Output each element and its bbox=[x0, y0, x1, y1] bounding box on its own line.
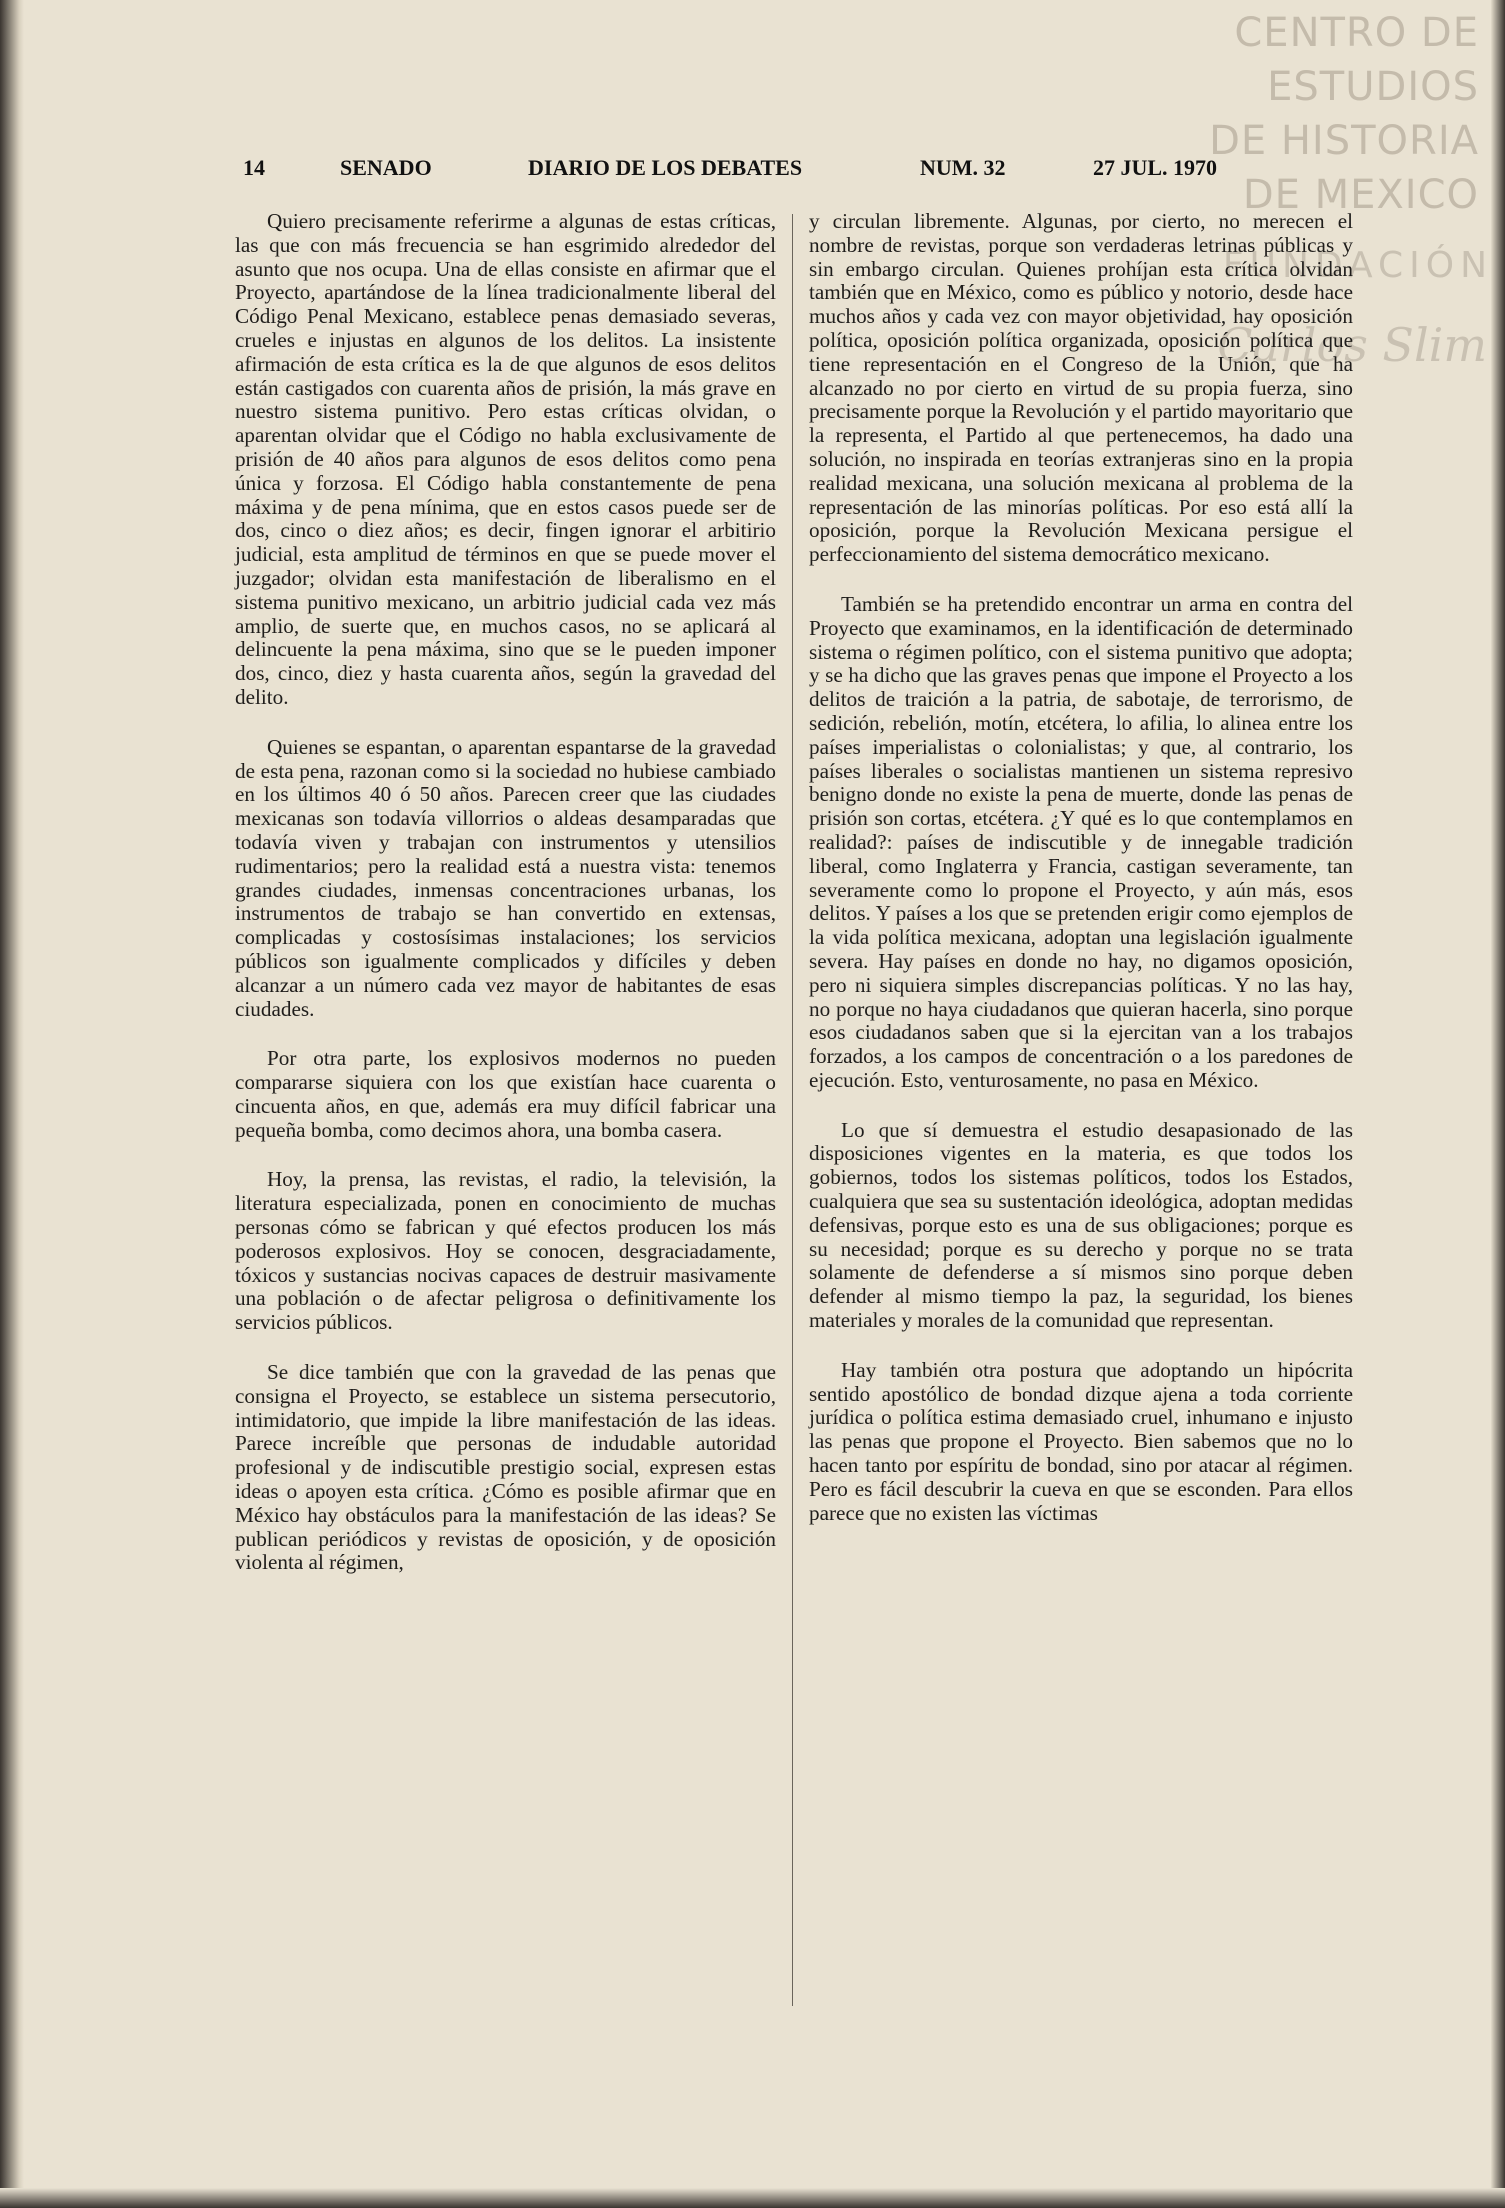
paragraph: Lo que sí demuestra el estudio desapasionado de las disposiciones vigentes en la materia, es que todos los gobiernos, todos los sistemas políticos, todos los Estados, cualquiera que sea su sustentación ideológica, adoptan medidas defensivas, porque esto es una de sus obligaciones; porque es su necesidad; porque es su derecho y porque no se trata solamente de defenderse a sí mismos sino porque deben defender al mismo tiempo la paz, la seguridad, los bienes materiales y morales de la comunidad que representan. bbox=[809, 1117, 1353, 1333]
left-column bbox=[235, 210, 776, 1601]
paragraph: Quienes se espantan, o aparentan espantarse de la gravedad de esta pena, razonan como si la sociedad no hubiese cambiado en los últimos 40 ó 50 años. Parecen creer que las ciudades mexicanas son todavía villorrios o aldeas desamparadas que todavía viven y trabajan con instrumentos y utensilios rudimentarios; pero la realidad está a nuestra vista: tenemos grandes ciudades, inmensas concentraciones urbanas, los instrumentos de trabajo se han convertido en extensas, complicadas y costosísimas instalaciones; los servicios públicos son igualmente complicados y difíciles y deben alcanzar a un número cada vez mayor de habitantes de esas ciudades. bbox=[235, 734, 776, 1021]
watermark-signature: Carlos Slim bbox=[1217, 318, 1487, 372]
watermark-line: ESTUDIOS bbox=[1267, 64, 1479, 110]
issue-number: NUM. 32 bbox=[920, 155, 1006, 180]
page-number: 14 bbox=[243, 155, 265, 180]
paragraph: Se dice también que con la gravedad de las penas que consigna el Proyecto, se establece un sistema persecutorio, intimidatorio, que impide la libre manifestación de las ideas. Parece increíble que personas de indudable autoridad profesional y de indiscutible prestigio social, expresen estas ideas o apoyen esta crítica. ¿Cómo es posible afirmar que en México hay obstáculos para la manifestación de las ideas? Se publican periódicos y revistas de oposición, y de oposición violenta al régimen, bbox=[235, 1360, 776, 1575]
journal-title: DIARIO DE LOS DEBATES bbox=[528, 155, 803, 180]
chamber-name: SENADO bbox=[340, 155, 432, 180]
right-column bbox=[809, 210, 1353, 1551]
paragraph: Quiero precisamente referirme a algunas de estas críticas, las que con más frecuencia se han esgrimido alrededor del asunto que nos ocupa. Una de ellas consiste en afirmar que el Proyecto, apartándose de la línea tradicionalmente liberal del Código Penal Mexicano, establece penas demasiado severas, crueles e injustas en algunos de los delitos. La insistente afirmación de esta crítica es la de que algunos de esos delitos están castigados con cuarenta años de prisión, la más grave en nuestro sistema punitivo. Pero estas críticas olvidan, o aparentan olvidar que el Código no habla exclusivamente de prisión de 40 años para algunos de esos delitos como pena única y forzosa. El Código habla constantemente de pena máxima y de pena mínima, que en estos casos puede ser de dos, cinco o diez años; es decir, fingen ignorar el arbitirio judicial, esta amplitud de términos en que se puede mover el juzgador; olvidan esta manifestación de liberalismo en el sistema punitivo mexicano, un arbitrio judicial cada vez más amplio, de suerte que, en muchos casos, no se aplicará al delincuente la pena máxima, sino que se le pueden imponer dos, cinco, diez y hasta cuarenta años, según la gravedad del delito. bbox=[235, 209, 776, 709]
page-left-edge bbox=[0, 0, 24, 2208]
watermark-line: DE MEXICO bbox=[1242, 172, 1479, 218]
issue-date: 27 JUL. 1970 bbox=[1093, 155, 1218, 180]
page-bottom-edge bbox=[0, 2188, 1505, 2208]
paragraph-continued: y circulan libremente. Algunas, por cierto, no merecen el nombre de revistas, porque son verdaderas letrinas públicas y sin embargo circulan. Quienes prohíjan esta crítica olvidan también que en México, como es público y notorio, desde hace muchos años y cada vez con mayor objetividad, hay oposición política, oposición política organizada, oposición política que tiene representación en el Congreso de la Unión, que ha alcanzado no por cierto en virtud de su propia fuerza, sino precisamente porque la Revolución y el partido mayoritario que la representa, el Partido al que pertenecemos, ha dado una solución, no inspirada en teorías extranjeras sino en la propia realidad mexicana, una solución mexicana al problema de la representación de las minorías políticas. Por eso está allí la oposición, porque la Revolución Mexicana persigue el perfeccionamiento del sistema democrático mexicano. bbox=[809, 209, 1353, 567]
page-header bbox=[240, 155, 1240, 189]
page-right-edge bbox=[1491, 0, 1505, 2208]
watermark-foundation: FUNDACIÓN bbox=[1222, 245, 1493, 286]
column-divider bbox=[792, 214, 793, 2006]
watermark-line: CENTRO DE bbox=[1234, 10, 1479, 56]
paragraph: Por otra parte, los explosivos modernos no pueden compararse siquiera con los que existían hace cuarenta o cincuenta años, en que, además era muy difícil fabricar una pequeña bomba, como decimos ahora, una bomba casera. bbox=[235, 1046, 776, 1142]
paragraph: Hay también otra postura que adoptando un hipócrita sentido apostólico de bondad dizque ajena a toda corriente jurídica o política estima demasiado cruel, inhumano e injusto las penas que propone el Proyecto. Bien sabemos que no lo hacen tanto por espíritu de bondad, sino por atacar al régimen. Pero es fácil descubrir la cueva en que se esconden. Para ellos parece que no existen las víctimas bbox=[809, 1357, 1353, 1525]
paragraph: Hoy, la prensa, las revistas, el radio, la televisión, la literatura especializada, ponen en conocimiento de muchas personas cómo se fabrican y qué efectos producen los más poderosos explosivos. Hoy se conocen, desgraciadamente, tóxicos y sustancias nocivas capaces de destruir masivamente una población o de afectar peligrosa o definitivamente los servicios públicos. bbox=[235, 1167, 776, 1335]
paragraph: También se ha pretendido encontrar un arma en contra del Proyecto que examinamos, en la identificación de determinado sistema o régimen político, con el sistema punitivo que adopta; y se ha dicho que las graves penas que impone el Proyecto a los delitos de traición a la patria, de sabotaje, de terrorismo, de sedición, rebelión, motín, etcétera, lo afilia, lo alinea entre los países imperialistas o colonialistas; y que, al contrario, los países liberales o socialistas mantienen un sistema represivo benigno donde no existe la pena de muerte, donde las penas de prisión son cortas, etcétera. ¿Y qué es lo que contemplamos en realidad?: países de indiscutible y de innegable tradición liberal, como Inglaterra y Francia, castigan severamente, tan severamente como lo propone el Proyecto, y aún más, esos delitos. Y países a los que se pretenden erigir como ejemplos de la vida política mexicana, adoptan una legislación igualmente severa. Hay países en donde no hay, no digamos oposición, pero ni siquiera simples discrepancias políticas. Y no las hay, no porque no haya ciudadanos que quieran hacerla, sino porque esos ciudadanos saben que si la ejercitan van a los trabajos forzados, a los campos de concentración o a los paredones de ejecución. Esto, venturosamente, no pasa en México. bbox=[809, 591, 1353, 1092]
watermark-line: DE HISTORIA bbox=[1209, 118, 1479, 164]
archive-watermark bbox=[1179, 6, 1479, 222]
